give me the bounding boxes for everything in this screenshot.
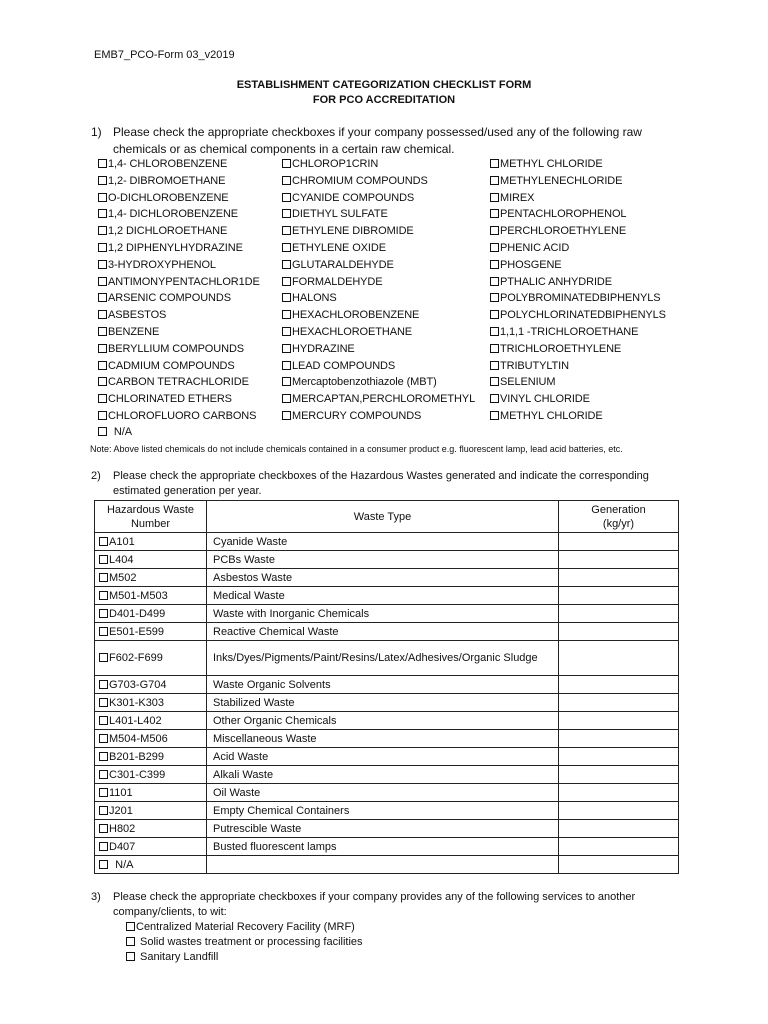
chemical-label: PENTACHLOROPHENOL: [500, 208, 627, 221]
checkbox[interactable]: [282, 361, 291, 370]
waste-type: Busted fluorescent lamps: [207, 838, 559, 856]
checkbox[interactable]: [282, 310, 291, 319]
header-generation: Generation (kg/yr): [559, 501, 679, 533]
chemical-label: PERCHLOROETHYLENE: [500, 225, 627, 238]
chemical-item-selenium[interactable]: [490, 376, 555, 388]
section1-note: Note: Above listed chemicals do not include chemicals contained in a consumer product e.g. fluorescent lamp, lead acid batteries, etc.: [90, 444, 623, 454]
form-title-line1: ESTABLISHMENT CATEGORIZATION CHECKLIST FORM: [236, 79, 532, 91]
chemical-item-antimonypentachlor1de[interactable]: [98, 276, 260, 288]
table-row: [95, 533, 679, 551]
checkbox[interactable]: [282, 344, 291, 353]
waste-type: Empty Chemical Containers: [207, 802, 559, 820]
service-item-sanitary-landfill[interactable]: [126, 951, 218, 963]
waste-number-cell[interactable]: [95, 820, 207, 838]
table-row: [95, 694, 679, 712]
checkbox[interactable]: [282, 411, 291, 420]
waste-number: M501-M503: [109, 589, 168, 602]
na-label: N/A: [115, 858, 134, 871]
checkbox[interactable]: [282, 226, 291, 235]
empty-cell: [207, 856, 559, 874]
checkbox[interactable]: [98, 159, 107, 168]
chemical-item-tributyltin[interactable]: [490, 360, 569, 372]
checkbox[interactable]: [99, 824, 108, 833]
chemical-label: PHOSGENE: [500, 258, 562, 271]
waste-type: Putrescible Waste: [207, 820, 559, 838]
table-row: [95, 569, 679, 587]
waste-number-cell[interactable]: [95, 569, 207, 587]
checkbox[interactable]: [98, 427, 107, 436]
chemical-label: 1,2 DICHLOROETHANE: [108, 225, 228, 238]
chemical-item-cyanide-compounds[interactable]: [282, 192, 414, 204]
chemical-label: CADMIUM COMPOUNDS: [108, 359, 235, 372]
chemical-item-trichloroethylene[interactable]: [490, 343, 621, 355]
checkbox[interactable]: [282, 209, 291, 218]
waste-number-cell[interactable]: [95, 784, 207, 802]
checkbox[interactable]: [490, 260, 499, 269]
chemical-label: POLYCHLORINATEDBIPHENYLS: [500, 309, 666, 322]
waste-number-cell[interactable]: [95, 551, 207, 569]
hazardous-waste-table: [94, 500, 679, 874]
checkbox[interactable]: [99, 573, 108, 582]
chemical-item-chlorop1crin[interactable]: [282, 158, 378, 170]
chemical-label: SELENIUM: [500, 376, 556, 389]
chemical-item-mercaptobenzothiazole-mbt[interactable]: [282, 376, 437, 388]
checkbox[interactable]: [99, 734, 108, 743]
chemical-item-arsenic-compounds[interactable]: [98, 292, 231, 304]
waste-number-cell[interactable]: [95, 730, 207, 748]
waste-number-cell[interactable]: [95, 623, 207, 641]
chemical-item-asbestos[interactable]: [98, 309, 166, 321]
waste-number: C301-C399: [109, 768, 166, 781]
chemical-item-methyl-chloride[interactable]: [490, 410, 603, 422]
chemical-item-mercury-compounds[interactable]: [282, 410, 421, 422]
table-row: [95, 802, 679, 820]
chemical-label: ETHYLENE OXIDE: [292, 242, 386, 254]
checkbox[interactable]: [99, 653, 108, 662]
chemical-label: TRICHLOROETHYLENE: [500, 342, 622, 355]
checkbox[interactable]: [490, 159, 499, 168]
checkbox[interactable]: [282, 327, 291, 336]
waste-number: F602-F699: [109, 651, 163, 664]
chemical-label: DIETHYL SULFATE: [292, 208, 388, 221]
service-label: Sanitary Landfill: [140, 951, 219, 963]
section3-instruction-line1: Please check the appropriate checkboxes if your company provides any of the following services to another: [113, 891, 636, 903]
checkbox[interactable]: [282, 277, 291, 286]
chemical-item-mirex[interactable]: [490, 192, 534, 204]
chemical-item-lead-compounds[interactable]: [282, 360, 395, 372]
chemical-item-phenic-acid[interactable]: [490, 242, 569, 254]
waste-type: Cyanide Waste: [207, 533, 559, 551]
chemical-item-phosgene[interactable]: [490, 259, 562, 271]
chemical-label: 1,2- DIBROMOETHANE: [108, 174, 226, 187]
chemical-item-glutaraldehyde[interactable]: [282, 259, 394, 271]
table-row: [95, 641, 679, 676]
checkbox[interactable]: [490, 361, 499, 370]
chemical-label: CHROMIUM COMPOUNDS: [292, 174, 428, 187]
table-header-row: [95, 501, 679, 533]
chemical-item-polybrominatedbiphenyls[interactable]: [490, 292, 661, 304]
checkbox[interactable]: [282, 260, 291, 269]
checkbox[interactable]: [282, 159, 291, 168]
section2-instruction-line1: Please check the appropriate checkboxes of the Hazardous Wastes generated and indicate the corresponding: [113, 470, 649, 482]
table-row-na: [95, 856, 679, 874]
checkbox[interactable]: [490, 176, 499, 185]
chemical-item-chlorinated-ethers[interactable]: [98, 393, 232, 405]
checkbox[interactable]: [99, 537, 108, 546]
chemical-item-diethyl-sulfate[interactable]: [282, 208, 388, 220]
waste-number: L404: [109, 553, 134, 566]
chemical-item-beryllium-compounds[interactable]: [98, 343, 244, 355]
chemical-item-formaldehyde[interactable]: [282, 276, 382, 288]
checkbox[interactable]: [490, 344, 499, 353]
chemical-item-carbon-tetrachloride[interactable]: [98, 376, 249, 388]
service-label: Solid wastes treatment or processing facilities: [140, 936, 363, 948]
checkbox[interactable]: [126, 952, 135, 961]
waste-type: Alkali Waste: [207, 766, 559, 784]
checkbox[interactable]: [490, 193, 499, 202]
chemical-item-hydrazine[interactable]: [282, 343, 355, 355]
table-row: [95, 838, 679, 856]
checkbox[interactable]: [98, 243, 107, 252]
checkbox[interactable]: [99, 842, 108, 851]
checkbox[interactable]: [98, 277, 107, 286]
chemical-item-pentachlorophenol[interactable]: [490, 208, 626, 220]
chemical-label: ETHYLENE DIBROMIDE: [292, 225, 414, 238]
checkbox[interactable]: [98, 344, 107, 353]
waste-number: A101: [109, 535, 135, 548]
service-label: Centralized Material Recovery Facility (MRF): [136, 921, 355, 933]
generation-input[interactable]: [559, 802, 679, 820]
checkbox[interactable]: [126, 922, 135, 931]
generation-input[interactable]: [559, 766, 679, 784]
chemical-label: METHYL CHLORIDE: [500, 410, 603, 422]
checkbox[interactable]: [99, 680, 108, 689]
checkbox[interactable]: [99, 806, 108, 815]
form-title-line2: FOR PCO ACCREDITATION: [312, 94, 456, 106]
section3-instruction-line2: company/clients, to wit:: [113, 906, 227, 918]
chemical-item-o-dichlorobenzene[interactable]: [98, 192, 229, 204]
generation-input[interactable]: [559, 820, 679, 838]
chemical-item-halons[interactable]: [282, 292, 337, 304]
checkbox[interactable]: [282, 176, 291, 185]
generation-input[interactable]: [559, 730, 679, 748]
generation-input[interactable]: [559, 784, 679, 802]
waste-number-cell[interactable]: [95, 641, 207, 676]
waste-type: Inks/Dyes/Pigments/Paint/Resins/Latex/Adhesives/Organic Sludge: [207, 641, 559, 676]
checkbox[interactable]: [282, 293, 291, 302]
chemical-label: VINYL CHLORIDE: [500, 393, 590, 406]
table-row: [95, 551, 679, 569]
chemical-item-chlorofluoro-carbons[interactable]: [98, 410, 256, 422]
waste-number: H802: [109, 822, 136, 835]
checkbox[interactable]: [98, 260, 107, 269]
table-row: [95, 676, 679, 694]
generation-input[interactable]: [559, 856, 679, 874]
waste-number: K301-K303: [109, 696, 165, 709]
chemical-label: ARSENIC COMPOUNDS: [108, 292, 231, 305]
chemical-label: ASBESTOS: [108, 309, 167, 322]
chemical-label: PHENIC ACID: [500, 242, 570, 254]
waste-number: 1101: [109, 786, 133, 799]
generation-input[interactable]: [559, 623, 679, 641]
checkbox[interactable]: [282, 243, 291, 252]
chemical-label: HYDRAZINE: [292, 342, 355, 355]
checkbox[interactable]: [490, 293, 499, 302]
checkbox[interactable]: [490, 310, 499, 319]
checkbox[interactable]: [99, 591, 108, 600]
chemical-label: CHLOROFLUORO CARBONS: [108, 410, 257, 422]
chemical-item-pthalic-anhydride[interactable]: [490, 276, 612, 288]
chemical-label: LEAD COMPOUNDS: [292, 359, 396, 372]
checkbox[interactable]: [490, 277, 499, 286]
chemical-item-polychlorinatedbiphenyls[interactable]: [490, 309, 666, 321]
checkbox[interactable]: [98, 377, 107, 386]
table-row: [95, 730, 679, 748]
table-row: [95, 766, 679, 784]
chemical-label: 1,4- CHLOROBENZENE: [108, 158, 228, 170]
waste-number: M504-M506: [109, 732, 168, 745]
chemical-label: BENZENE: [108, 326, 160, 338]
checkbox[interactable]: [98, 327, 107, 336]
chemical-label: CHLORINATED ETHERS: [108, 393, 232, 406]
na-label: N/A: [113, 426, 132, 438]
checkbox[interactable]: [98, 209, 107, 218]
waste-type: Acid Waste: [207, 748, 559, 766]
section1-instruction-line1: Please check the appropriate checkboxes if your company possessed/used any of the following raw: [113, 125, 642, 139]
chemical-item-chromium-compounds[interactable]: [282, 175, 428, 187]
waste-number: D401-D499: [109, 607, 166, 620]
generation-input[interactable]: [559, 712, 679, 730]
checkbox[interactable]: [99, 698, 108, 707]
chemical-label: 3-HYDROXYPHENOL: [108, 258, 216, 271]
chemical-item-1-4-dichlorobenzene[interactable]: [98, 208, 238, 220]
checkbox[interactable]: [282, 193, 291, 202]
chemical-label: Mercaptobenzothiazole (MBT): [292, 376, 437, 389]
chemical-label: BERYLLIUM COMPOUNDS: [108, 342, 245, 355]
chemical-label: ANTIMONYPENTACHLOR1DE: [108, 275, 260, 288]
form-id: EMB7_PCO-Form 03_v2019: [94, 49, 235, 61]
chemical-item-mercaptan-perchloromethyl[interactable]: [282, 393, 475, 405]
waste-number-cell[interactable]: [95, 766, 207, 784]
generation-input[interactable]: [559, 569, 679, 587]
chemical-label: HEXACHLOROBENZENE: [292, 309, 420, 322]
chemical-item-1-2-dichloroethane[interactable]: [98, 225, 227, 237]
checkbox[interactable]: [98, 394, 107, 403]
chemical-label: METHYLENECHLORIDE: [500, 174, 623, 187]
waste-number: L401-L402: [109, 714, 162, 727]
checkbox[interactable]: [99, 627, 108, 636]
checkbox[interactable]: [98, 293, 107, 302]
chemical-item-cadmium-compounds[interactable]: [98, 360, 235, 372]
checkbox[interactable]: [490, 377, 499, 386]
table-row: [95, 712, 679, 730]
generation-input[interactable]: [559, 551, 679, 569]
chemical-item-vinyl-chloride[interactable]: [490, 393, 590, 405]
chemical-item-1-4-chlorobenzene[interactable]: [98, 158, 227, 170]
chemical-item-1-1-1-trichloroethane[interactable]: [490, 326, 638, 338]
chemical-label: MIREX: [500, 191, 535, 204]
waste-number-cell[interactable]: [95, 533, 207, 551]
waste-number-cell[interactable]: [95, 712, 207, 730]
table-row: [95, 784, 679, 802]
chemical-item-methylenechloride[interactable]: [490, 175, 622, 187]
chemical-item-benzene[interactable]: [98, 326, 159, 338]
checkbox[interactable]: [98, 226, 107, 235]
waste-type: Reactive Chemical Waste: [207, 623, 559, 641]
chemical-item-ethylene-dibromide[interactable]: [282, 225, 414, 237]
chemical-label: PTHALIC ANHYDRIDE: [500, 275, 612, 288]
waste-number: D407: [109, 840, 136, 853]
generation-input[interactable]: [559, 676, 679, 694]
checkbox[interactable]: [98, 411, 107, 420]
waste-type: Medical Waste: [207, 587, 559, 605]
section1-instruction-line2: chemicals or as chemical components in a certain raw chemical.: [113, 142, 455, 156]
chemical-item-methyl-chloride[interactable]: [490, 158, 603, 170]
chemical-label: O-DICHLOROBENZENE: [108, 191, 229, 204]
checkbox[interactable]: [282, 394, 291, 403]
table-row: [95, 587, 679, 605]
checkbox[interactable]: [126, 937, 135, 946]
checkbox[interactable]: [99, 716, 108, 725]
table-row: [95, 605, 679, 623]
waste-type: Other Organic Chemicals: [207, 712, 559, 730]
section2-number: 2): [91, 470, 101, 482]
generation-input[interactable]: [559, 533, 679, 551]
service-item-centralized-material-recovery-facility-mrf[interactable]: [126, 921, 355, 933]
waste-na-cell[interactable]: [95, 856, 207, 874]
chemical-item-1-2-dibromoethane[interactable]: [98, 175, 225, 187]
chemical-label: HEXACHLOROETHANE: [292, 326, 413, 338]
checkbox[interactable]: [282, 377, 291, 386]
chemical-label: CARBON TETRACHLORIDE: [108, 376, 249, 389]
service-item-solid-wastes-treatment-or-processing-facilities[interactable]: [126, 936, 363, 948]
chemical-label: HALONS: [292, 292, 337, 305]
chemical-label: CHLOROP1CRIN: [292, 158, 379, 170]
chemical-label: 1,4- DICHLOROBENZENE: [108, 208, 239, 221]
table-row: [95, 623, 679, 641]
chemical-label: TRIBUTYLTIN: [500, 359, 569, 372]
checkbox[interactable]: [98, 310, 107, 319]
chemical-label: MERCURY COMPOUNDS: [292, 410, 422, 422]
waste-type: Asbestos Waste: [207, 569, 559, 587]
chemical-label: 1,1,1 -TRICHLOROETHANE: [500, 326, 639, 338]
section2-instruction-line2: estimated generation per year.: [113, 485, 262, 497]
checkbox[interactable]: [99, 752, 108, 761]
chemical-label: METHYL CHLORIDE: [500, 158, 603, 170]
chemical-label: GLUTARALDEHYDE: [292, 258, 394, 271]
checkbox[interactable]: [99, 555, 108, 564]
checkbox[interactable]: [490, 226, 499, 235]
chemical-label: CYANIDE COMPOUNDS: [292, 191, 415, 204]
chemical-label: FORMALDEHYDE: [292, 275, 383, 288]
waste-number-cell[interactable]: [95, 694, 207, 712]
chemical-label: MERCAPTAN,PERCHLOROMETHYL: [292, 393, 476, 406]
header-waste-number: Hazardous Waste Number: [95, 501, 207, 533]
generation-input[interactable]: [559, 641, 679, 676]
waste-number-cell[interactable]: [95, 605, 207, 623]
generation-input[interactable]: [559, 694, 679, 712]
checkbox[interactable]: [490, 209, 499, 218]
waste-type: Stabilized Waste: [207, 694, 559, 712]
chemical-item-1-2-diphenylhydrazine[interactable]: [98, 242, 243, 254]
chemical-label: 1,2 DIPHENYLHYDRAZINE: [108, 242, 243, 254]
checkbox[interactable]: [99, 860, 108, 869]
table-row: [95, 748, 679, 766]
waste-number-cell[interactable]: [95, 676, 207, 694]
generation-input[interactable]: [559, 838, 679, 856]
checkbox[interactable]: [99, 788, 108, 797]
waste-number-cell[interactable]: [95, 748, 207, 766]
waste-number: B201-B299: [109, 750, 165, 763]
waste-type: PCBs Waste: [207, 551, 559, 569]
chemical-item-ethylene-oxide[interactable]: [282, 242, 386, 254]
waste-type: Waste Organic Solvents: [207, 676, 559, 694]
waste-number: J201: [109, 804, 133, 817]
waste-number-cell[interactable]: [95, 838, 207, 856]
table-row: [95, 820, 679, 838]
section3-number: 3): [91, 891, 101, 903]
chemical-item-hexachlorobenzene[interactable]: [282, 309, 419, 321]
waste-number: G703-G704: [109, 678, 167, 691]
chemical-item-perchloroethylene[interactable]: [490, 225, 626, 237]
waste-type: Oil Waste: [207, 784, 559, 802]
generation-input[interactable]: [559, 605, 679, 623]
checkbox[interactable]: [490, 411, 499, 420]
section1-number: 1): [91, 125, 102, 139]
checkbox[interactable]: [490, 394, 499, 403]
checkbox[interactable]: [99, 609, 108, 618]
chemical-item-hexachloroethane[interactable]: [282, 326, 412, 338]
waste-number-cell[interactable]: [95, 802, 207, 820]
checkbox[interactable]: [98, 176, 107, 185]
checkbox[interactable]: [98, 361, 107, 370]
chemical-na-item[interactable]: [98, 426, 132, 438]
checkbox[interactable]: [99, 770, 108, 779]
checkbox[interactable]: [490, 327, 499, 336]
waste-number: E501-E599: [109, 625, 165, 638]
waste-number: M502: [109, 571, 137, 584]
waste-type: Waste with Inorganic Chemicals: [207, 605, 559, 623]
chemical-label: POLYBROMINATEDBIPHENYLS: [500, 292, 661, 305]
checkbox[interactable]: [98, 193, 107, 202]
header-waste-type: Waste Type: [207, 501, 559, 533]
waste-type: Miscellaneous Waste: [207, 730, 559, 748]
generation-input[interactable]: [559, 587, 679, 605]
waste-number-cell[interactable]: [95, 587, 207, 605]
generation-input[interactable]: [559, 748, 679, 766]
checkbox[interactable]: [490, 243, 499, 252]
chemical-item-3-hydroxyphenol[interactable]: [98, 259, 216, 271]
